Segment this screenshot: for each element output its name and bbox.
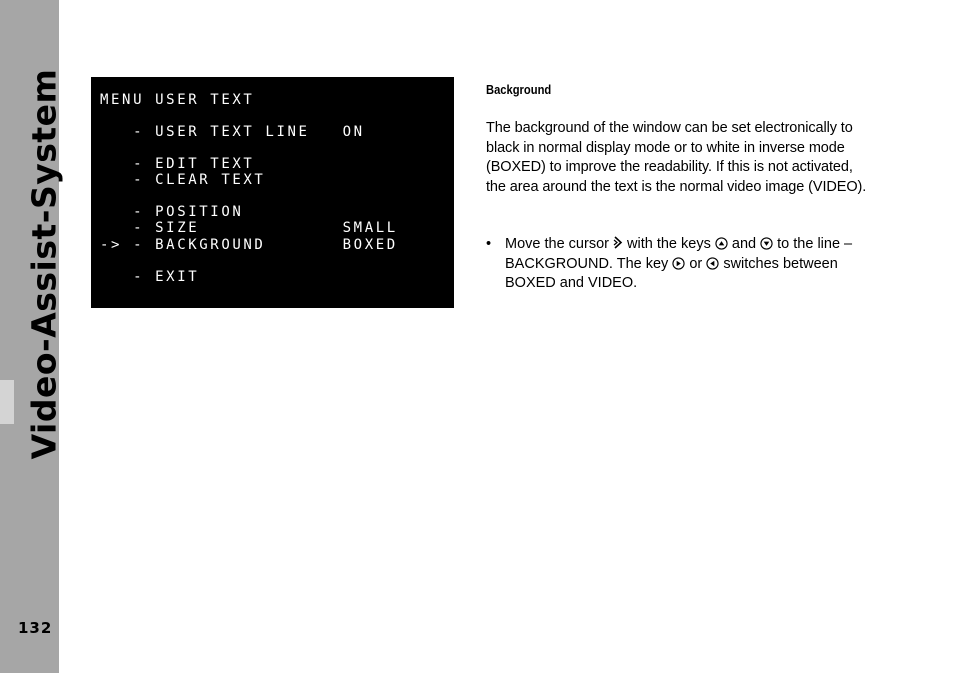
chapter-title: Video-Assist-System (24, 68, 64, 460)
osd-item-edit-text: - EDIT TEXT (100, 156, 255, 172)
instruction-text-part: Move the cursor (505, 236, 613, 252)
osd-item-size: - SIZE SMALL (100, 220, 398, 236)
osd-item-clear-text: - CLEAR TEXT (100, 172, 266, 188)
osd-menu-screen (91, 77, 454, 308)
instruction-text-part: and (727, 236, 761, 252)
chapter-tab-marker (0, 380, 14, 424)
instruction-text (505, 235, 877, 294)
instruction-text-part: or (685, 255, 707, 272)
body-paragraph: The background of the window can be set electronically to black in normal display mode or to white in inverse mode (BOXED) to improve the readability. If this is not activated, the area around the text is the normal video image (VIDEO). (486, 120, 867, 195)
osd-item-position: - POSITION (100, 204, 244, 220)
osd-item-user-text-line: - USER TEXT LINE ON (100, 124, 365, 140)
cursor-arrow-icon (613, 236, 623, 249)
key-up-icon (715, 237, 728, 250)
osd-item-exit: - EXIT (100, 269, 200, 285)
key-down-icon (760, 237, 773, 250)
instruction-text-part: to the line – BACKGROUND. The key (505, 236, 853, 272)
osd-item-background: -> - BACKGROUND BOXED (100, 237, 398, 253)
instruction-text-part: with the keys (623, 236, 715, 252)
page-number: 132 (18, 619, 53, 637)
sidebar (0, 0, 64, 673)
instruction-text-part: switches between BOXED and VIDEO. (505, 255, 838, 291)
bullet-dot: • (486, 236, 492, 252)
section-heading: Background (486, 82, 552, 97)
osd-menu-title: MENU USER TEXT (100, 92, 255, 108)
key-right-icon (672, 257, 685, 270)
key-left-icon (706, 257, 719, 270)
